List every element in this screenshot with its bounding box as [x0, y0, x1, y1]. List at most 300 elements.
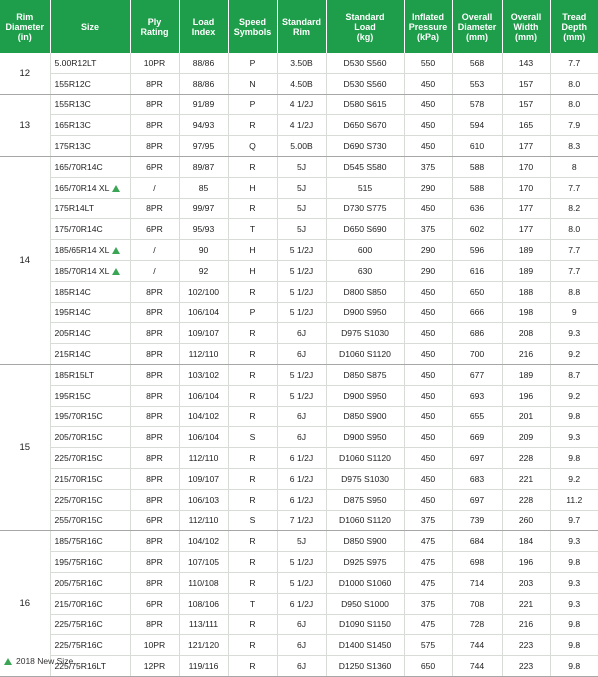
tread-depth-cell: 9.2 [550, 385, 598, 406]
size-cell [50, 240, 130, 261]
load-index-cell: 110/108 [179, 572, 228, 593]
overall-width-cell: 223 [502, 656, 550, 677]
overall-diameter-cell: 636 [452, 198, 502, 219]
overall-diameter-cell: 739 [452, 510, 502, 531]
ply-rating-cell: 8PR [130, 427, 179, 448]
speed-symbol-cell: R [228, 489, 277, 510]
rim-diameter-cell: 12 [0, 53, 50, 94]
size-label: 255/70R15C [54, 515, 103, 526]
load-index-cell: 107/105 [179, 552, 228, 573]
inflated-pressure-cell: 475 [404, 572, 452, 593]
load-index-cell: 109/107 [179, 323, 228, 344]
speed-symbol-cell: R [228, 572, 277, 593]
standard-load-cell: D875 S950 [326, 489, 404, 510]
size-cell [50, 385, 130, 406]
size-label: 205/70R15C [54, 432, 103, 443]
size-label: 225/70R15C [54, 453, 103, 464]
load-index-cell: 106/104 [179, 302, 228, 323]
size-cell [50, 94, 130, 115]
inflated-pressure-cell: 450 [404, 115, 452, 136]
tread-depth-cell: 9.3 [550, 427, 598, 448]
table-row [0, 73, 598, 94]
ply-rating-cell: 8PR [130, 531, 179, 552]
speed-symbol-cell: R [228, 614, 277, 635]
table-row [0, 593, 598, 614]
inflated-pressure-cell: 450 [404, 281, 452, 302]
header-tread-depth: Tread Depth (mm) [550, 0, 598, 53]
standard-load-cell: D850 S900 [326, 406, 404, 427]
size-cell [50, 302, 130, 323]
inflated-pressure-cell: 450 [404, 302, 452, 323]
standard-load-cell: D850 S900 [326, 531, 404, 552]
tread-depth-cell: 7.7 [550, 177, 598, 198]
load-index-cell: 92 [179, 260, 228, 281]
speed-symbol-cell: P [228, 302, 277, 323]
tread-depth-cell: 9.7 [550, 510, 598, 531]
ply-rating-cell: 8PR [130, 302, 179, 323]
overall-diameter-cell: 698 [452, 552, 502, 573]
table-row [0, 427, 598, 448]
standard-rim-cell: 4 1/2J [277, 94, 326, 115]
ply-rating-cell: 8PR [130, 489, 179, 510]
size-cell [50, 281, 130, 302]
overall-width-cell: 228 [502, 448, 550, 469]
header-speed-symbols: Speed Symbols [228, 0, 277, 53]
header-overall-width: Overall Width (mm) [502, 0, 550, 53]
ply-rating-cell: / [130, 177, 179, 198]
load-index-cell: 112/110 [179, 344, 228, 365]
speed-symbol-cell: R [228, 156, 277, 177]
load-index-cell: 104/102 [179, 406, 228, 427]
overall-diameter-cell: 744 [452, 635, 502, 656]
load-index-cell: 94/93 [179, 115, 228, 136]
inflated-pressure-cell: 575 [404, 635, 452, 656]
ply-rating-cell: / [130, 240, 179, 261]
legend-label: 2018 New Size [16, 656, 74, 666]
table-row [0, 468, 598, 489]
tread-depth-cell: 9.3 [550, 593, 598, 614]
table-row [0, 614, 598, 635]
size-cell [50, 344, 130, 365]
size-label: 185/65R14 XL [54, 245, 110, 256]
standard-rim-cell: 6J [277, 344, 326, 365]
speed-symbol-cell: R [228, 385, 277, 406]
overall-width-cell: 189 [502, 260, 550, 281]
standard-load-cell: D1060 S1120 [326, 344, 404, 365]
size-cell [50, 406, 130, 427]
overall-diameter-cell: 714 [452, 572, 502, 593]
table-row [0, 510, 598, 531]
standard-rim-cell: 5 1/2J [277, 260, 326, 281]
size-label: 185R15LT [54, 369, 94, 380]
tread-depth-cell: 9.3 [550, 531, 598, 552]
standard-load-cell: D850 S875 [326, 364, 404, 385]
header-rim-diameter: Rim Diameter (in) [0, 0, 50, 53]
inflated-pressure-cell: 450 [404, 344, 452, 365]
standard-rim-cell: 6 1/2J [277, 489, 326, 510]
inflated-pressure-cell: 475 [404, 614, 452, 635]
header-load-index: Load Index [179, 0, 228, 53]
load-index-cell: 113/111 [179, 614, 228, 635]
overall-width-cell: 177 [502, 136, 550, 157]
overall-width-cell: 221 [502, 593, 550, 614]
standard-load-cell: D950 S1000 [326, 593, 404, 614]
load-index-cell: 85 [179, 177, 228, 198]
size-label: 195R15C [54, 390, 91, 401]
ply-rating-cell: 12PR [130, 656, 179, 677]
tread-depth-cell: 8.0 [550, 73, 598, 94]
standard-rim-cell: 6J [277, 656, 326, 677]
table-row [0, 198, 598, 219]
standard-rim-cell: 6J [277, 323, 326, 344]
tread-depth-cell: 9 [550, 302, 598, 323]
ply-rating-cell: 8PR [130, 136, 179, 157]
overall-diameter-cell: 686 [452, 323, 502, 344]
size-label: 195/70R15C [54, 411, 103, 422]
size-cell [50, 510, 130, 531]
ply-rating-cell: 8PR [130, 73, 179, 94]
size-cell [50, 115, 130, 136]
inflated-pressure-cell: 650 [404, 656, 452, 677]
standard-rim-cell: 5 1/2J [277, 240, 326, 261]
speed-symbol-cell: N [228, 73, 277, 94]
size-cell [50, 136, 130, 157]
load-index-cell: 103/102 [179, 364, 228, 385]
size-cell [50, 572, 130, 593]
overall-width-cell: 228 [502, 489, 550, 510]
speed-symbol-cell: T [228, 219, 277, 240]
table-row [0, 302, 598, 323]
tread-depth-cell: 8 [550, 156, 598, 177]
size-cell [50, 489, 130, 510]
overall-width-cell: 208 [502, 323, 550, 344]
overall-width-cell: 196 [502, 385, 550, 406]
inflated-pressure-cell: 290 [404, 260, 452, 281]
tread-depth-cell: 9.8 [550, 448, 598, 469]
load-index-cell: 112/110 [179, 510, 228, 531]
standard-rim-cell: 5J [277, 156, 326, 177]
ply-rating-cell: 8PR [130, 94, 179, 115]
overall-diameter-cell: 697 [452, 489, 502, 510]
size-label: 195R14C [54, 307, 91, 318]
rim-diameter-cell: 16 [0, 531, 50, 677]
ply-rating-cell: / [130, 260, 179, 281]
standard-rim-cell: 5 1/2J [277, 364, 326, 385]
speed-symbol-cell: R [228, 531, 277, 552]
size-label: 225/75R16C [54, 619, 103, 630]
standard-rim-cell: 6J [277, 427, 326, 448]
load-index-cell: 104/102 [179, 531, 228, 552]
size-label: 155R13C [54, 99, 91, 110]
inflated-pressure-cell: 475 [404, 531, 452, 552]
tread-depth-cell: 9.8 [550, 552, 598, 573]
inflated-pressure-cell: 290 [404, 240, 452, 261]
overall-width-cell: 189 [502, 364, 550, 385]
speed-symbol-cell: R [228, 656, 277, 677]
overall-diameter-cell: 650 [452, 281, 502, 302]
speed-symbol-cell: Q [228, 136, 277, 157]
speed-symbol-cell: H [228, 260, 277, 281]
overall-width-cell: 143 [502, 53, 550, 73]
size-cell [50, 552, 130, 573]
overall-diameter-cell: 655 [452, 406, 502, 427]
size-cell [50, 448, 130, 469]
standard-rim-cell: 5 1/2J [277, 385, 326, 406]
standard-rim-cell: 5J [277, 531, 326, 552]
ply-rating-cell: 8PR [130, 448, 179, 469]
ply-rating-cell: 6PR [130, 156, 179, 177]
table-row [0, 219, 598, 240]
inflated-pressure-cell: 475 [404, 552, 452, 573]
table-row [0, 572, 598, 593]
rim-diameter-cell: 15 [0, 364, 50, 530]
speed-symbol-cell: R [228, 323, 277, 344]
table-row [0, 656, 598, 677]
overall-width-cell: 157 [502, 94, 550, 115]
ply-rating-cell: 8PR [130, 115, 179, 136]
size-cell [50, 260, 130, 281]
size-cell [50, 73, 130, 94]
tread-depth-cell: 7.7 [550, 53, 598, 73]
overall-diameter-cell: 616 [452, 260, 502, 281]
overall-width-cell: 177 [502, 219, 550, 240]
inflated-pressure-cell: 450 [404, 427, 452, 448]
size-label: 205R14C [54, 328, 91, 339]
tread-depth-cell: 9.3 [550, 572, 598, 593]
load-index-cell: 102/100 [179, 281, 228, 302]
inflated-pressure-cell: 450 [404, 448, 452, 469]
inflated-pressure-cell: 550 [404, 53, 452, 73]
speed-symbol-cell: S [228, 427, 277, 448]
green-triangle-icon [112, 268, 120, 275]
overall-width-cell: 209 [502, 427, 550, 448]
overall-width-cell: 189 [502, 240, 550, 261]
size-label: 225/75R16LT [54, 661, 106, 671]
speed-symbol-cell: R [228, 281, 277, 302]
overall-diameter-cell: 693 [452, 385, 502, 406]
standard-load-cell: D900 S950 [326, 302, 404, 323]
standard-load-cell: D975 S1030 [326, 323, 404, 344]
rim-diameter-cell: 14 [0, 156, 50, 364]
size-cell [50, 198, 130, 219]
size-label: 5.00R12LT [54, 57, 97, 68]
green-triangle-icon [112, 185, 120, 192]
ply-rating-cell: 8PR [130, 364, 179, 385]
overall-diameter-cell: 697 [452, 448, 502, 469]
overall-width-cell: 203 [502, 572, 550, 593]
size-cell [50, 468, 130, 489]
size-label: 185/75R16C [54, 536, 103, 547]
ply-rating-cell: 6PR [130, 593, 179, 614]
overall-diameter-cell: 596 [452, 240, 502, 261]
inflated-pressure-cell: 375 [404, 219, 452, 240]
standard-load-cell: D1060 S1120 [326, 510, 404, 531]
load-index-cell: 119/116 [179, 656, 228, 677]
overall-width-cell: 196 [502, 552, 550, 573]
standard-rim-cell: 5 1/2J [277, 281, 326, 302]
header-overall-diameter: Overall Diameter (mm) [452, 0, 502, 53]
load-index-cell: 99/97 [179, 198, 228, 219]
size-label: 155R12C [54, 78, 91, 89]
tread-depth-cell: 9.3 [550, 323, 598, 344]
inflated-pressure-cell: 290 [404, 177, 452, 198]
table-row [0, 281, 598, 302]
load-index-cell: 109/107 [179, 468, 228, 489]
size-cell [50, 614, 130, 635]
standard-rim-cell: 5.00B [277, 136, 326, 157]
standard-rim-cell: 5 1/2J [277, 572, 326, 593]
overall-width-cell: 184 [502, 531, 550, 552]
overall-width-cell: 216 [502, 614, 550, 635]
standard-load-cell: D690 S730 [326, 136, 404, 157]
load-index-cell: 91/89 [179, 94, 228, 115]
standard-rim-cell: 4 1/2J [277, 115, 326, 136]
size-label: 205/75R16C [54, 577, 103, 588]
standard-rim-cell: 7 1/2J [277, 510, 326, 531]
load-index-cell: 112/110 [179, 448, 228, 469]
standard-load-cell: D1250 S1360 [326, 656, 404, 677]
size-label: 165/70R14 XL [54, 182, 110, 193]
standard-load-cell: D1000 S1060 [326, 572, 404, 593]
tread-depth-cell: 7.7 [550, 260, 598, 281]
overall-diameter-cell: 588 [452, 177, 502, 198]
overall-width-cell: 165 [502, 115, 550, 136]
ply-rating-cell: 8PR [130, 281, 179, 302]
ply-rating-cell: 8PR [130, 468, 179, 489]
size-label: 175R13C [54, 141, 91, 152]
table-row [0, 177, 598, 198]
inflated-pressure-cell: 450 [404, 94, 452, 115]
overall-diameter-cell: 602 [452, 219, 502, 240]
overall-diameter-cell: 669 [452, 427, 502, 448]
standard-load-cell: D530 S560 [326, 53, 404, 73]
green-triangle-icon [112, 247, 120, 254]
size-cell [50, 219, 130, 240]
table-row [0, 260, 598, 281]
ply-rating-cell: 8PR [130, 344, 179, 365]
header-size: Size [50, 0, 130, 53]
ply-rating-cell: 8PR [130, 385, 179, 406]
speed-symbol-cell: H [228, 177, 277, 198]
load-index-cell: 106/104 [179, 385, 228, 406]
standard-load-cell: D545 S580 [326, 156, 404, 177]
table-row [0, 136, 598, 157]
tread-depth-cell: 7.9 [550, 115, 598, 136]
standard-rim-cell: 5J [277, 177, 326, 198]
tread-depth-cell: 8.7 [550, 364, 598, 385]
table-row [0, 635, 598, 656]
load-index-cell: 95/93 [179, 219, 228, 240]
tread-depth-cell: 8.0 [550, 219, 598, 240]
table-row [0, 552, 598, 573]
standard-rim-cell: 5J [277, 219, 326, 240]
overall-diameter-cell: 588 [452, 156, 502, 177]
overall-diameter-cell: 744 [452, 656, 502, 677]
tread-depth-cell: 9.8 [550, 635, 598, 656]
standard-load-cell: D650 S670 [326, 115, 404, 136]
standard-rim-cell: 6J [277, 406, 326, 427]
size-cell [50, 531, 130, 552]
size-cell [50, 323, 130, 344]
tread-depth-cell: 8.8 [550, 281, 598, 302]
standard-rim-cell: 4.50B [277, 73, 326, 94]
load-index-cell: 88/86 [179, 73, 228, 94]
speed-symbol-cell: R [228, 406, 277, 427]
standard-load-cell: D580 S615 [326, 94, 404, 115]
table-row [0, 240, 598, 261]
overall-diameter-cell: 610 [452, 136, 502, 157]
overall-width-cell: 216 [502, 344, 550, 365]
speed-symbol-cell: R [228, 448, 277, 469]
speed-symbol-cell: R [228, 344, 277, 365]
header-inflated-pressure: Inflated Pressure (kPa) [404, 0, 452, 53]
tread-depth-cell: 9.8 [550, 614, 598, 635]
standard-rim-cell: 6 1/2J [277, 593, 326, 614]
load-index-cell: 106/103 [179, 489, 228, 510]
standard-load-cell: 630 [326, 260, 404, 281]
standard-rim-cell: 5 1/2J [277, 302, 326, 323]
overall-diameter-cell: 728 [452, 614, 502, 635]
overall-diameter-cell: 677 [452, 364, 502, 385]
standard-load-cell: 600 [326, 240, 404, 261]
ply-rating-cell: 6PR [130, 510, 179, 531]
speed-symbol-cell: R [228, 552, 277, 573]
table-body [0, 53, 598, 676]
overall-diameter-cell: 594 [452, 115, 502, 136]
green-triangle-icon [4, 658, 12, 665]
standard-load-cell: D530 S560 [326, 73, 404, 94]
speed-symbol-cell: H [228, 240, 277, 261]
overall-diameter-cell: 578 [452, 94, 502, 115]
standard-rim-cell: 5J [277, 198, 326, 219]
size-cell [50, 593, 130, 614]
load-index-cell: 121/120 [179, 635, 228, 656]
header-row [0, 0, 598, 53]
load-index-cell: 108/106 [179, 593, 228, 614]
table-row [0, 156, 598, 177]
inflated-pressure-cell: 375 [404, 510, 452, 531]
overall-diameter-cell: 708 [452, 593, 502, 614]
legend [4, 656, 73, 666]
size-cell [50, 53, 130, 73]
standard-load-cell: D650 S690 [326, 219, 404, 240]
ply-rating-cell: 6PR [130, 219, 179, 240]
speed-symbol-cell: R [228, 468, 277, 489]
size-label: 165R13C [54, 120, 91, 131]
speed-symbol-cell: R [228, 635, 277, 656]
speed-symbol-cell: R [228, 364, 277, 385]
ply-rating-cell: 8PR [130, 198, 179, 219]
size-label: 185R14C [54, 286, 91, 297]
load-index-cell: 90 [179, 240, 228, 261]
size-label: 215/70R15C [54, 473, 103, 484]
standard-load-cell: D800 S850 [326, 281, 404, 302]
table-row [0, 385, 598, 406]
ply-rating-cell: 8PR [130, 406, 179, 427]
overall-diameter-cell: 553 [452, 73, 502, 94]
size-label: 225/75R16C [54, 640, 103, 651]
speed-symbol-cell: P [228, 53, 277, 73]
standard-load-cell: D1090 S1150 [326, 614, 404, 635]
table-row [0, 344, 598, 365]
ply-rating-cell: 8PR [130, 614, 179, 635]
overall-diameter-cell: 684 [452, 531, 502, 552]
header-standard-rim: Standard Rim [277, 0, 326, 53]
tread-depth-cell: 8.0 [550, 94, 598, 115]
inflated-pressure-cell: 450 [404, 198, 452, 219]
inflated-pressure-cell: 450 [404, 364, 452, 385]
table-row [0, 94, 598, 115]
